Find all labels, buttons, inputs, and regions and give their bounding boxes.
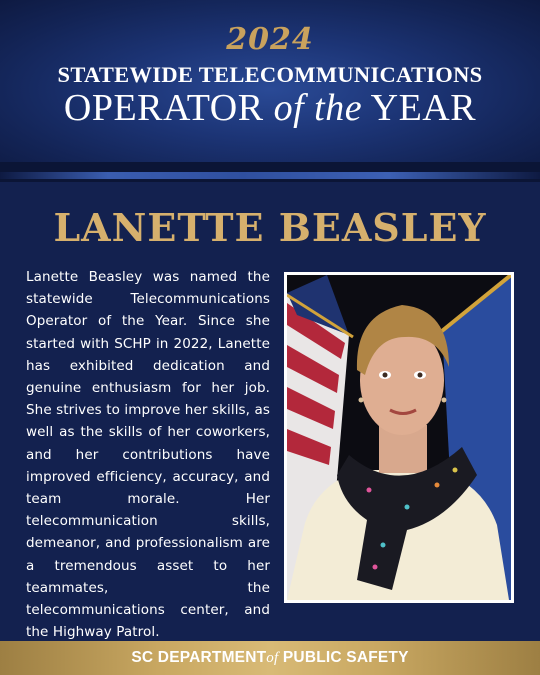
- honoree-portrait: [284, 272, 514, 603]
- award-year: 2024: [226, 22, 314, 57]
- award-title-of-the: of the: [273, 87, 363, 129]
- separator-glow: [0, 172, 540, 179]
- agency-name-of: of: [266, 650, 279, 666]
- separator-edge: [0, 179, 540, 182]
- separator-band: [0, 162, 540, 172]
- award-title-operator: OPERATOR: [63, 87, 274, 129]
- honoree-bio: Lanette Beasley was named the statewide Telecommunications Operator of the Year. Since she started with SCHP in 2022, Lanette has exhibited dedication and genuine enthusiasm for her job. She strives to improve her skills, as well as the skills of her coworkers, and her contributions have improved efficiency, accuracy, and team morale. Her telecommunication skills, demeanor, and professionalism are a tremendous asset to her teammates, the telecommunications center, and the Highway Patrol.: [26, 269, 270, 641]
- honoree-name: LANETTE BEASLEY: [53, 205, 487, 250]
- agency-name-suffix: PUBLIC SAFETY: [278, 649, 409, 666]
- header-banner: [0, 0, 540, 162]
- award-title-line-1: STATEWIDE TELECOMMUNICATIONS: [57, 62, 483, 87]
- agency-name-prefix: SC DEPARTMENT: [131, 649, 267, 666]
- portrait-illustration: [287, 275, 511, 600]
- award-title-line-2: [0, 86, 540, 130]
- footer-agency-bar: [0, 641, 540, 675]
- award-title-year-word: YEAR: [362, 87, 477, 129]
